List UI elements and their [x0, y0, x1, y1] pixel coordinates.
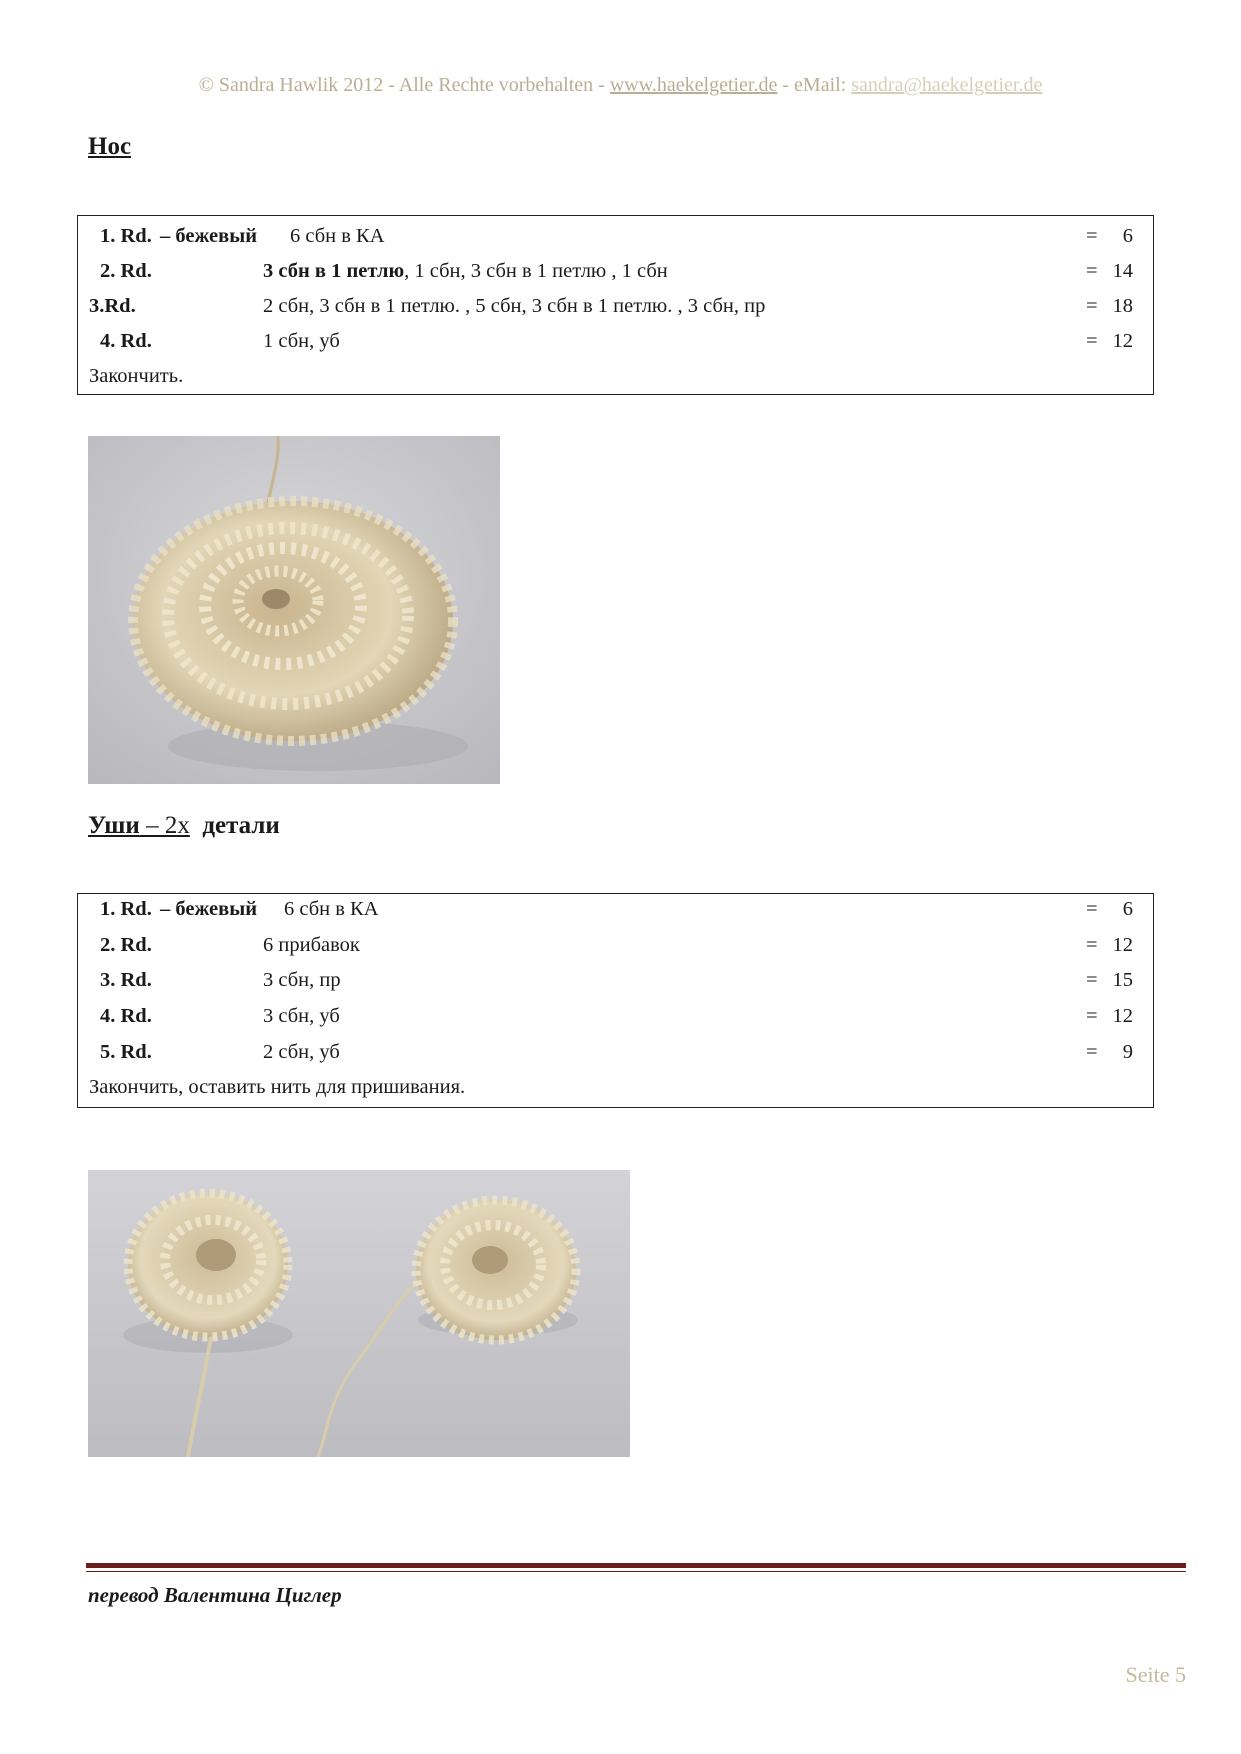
finish-note: Закончить.	[89, 365, 184, 387]
equals-sign: =	[1086, 1005, 1098, 1027]
equals-sign: =	[1086, 1041, 1098, 1063]
ears-photo	[88, 1170, 630, 1457]
round-label: 2. Rd.	[100, 934, 152, 956]
nose-row-3	[78, 288, 1153, 324]
round-instruction: 2 сбн, уб	[263, 1041, 340, 1063]
equals-sign: =	[1086, 330, 1098, 352]
nose-row-1	[78, 218, 1153, 254]
round-instruction: 3 сбн, пр	[263, 969, 341, 991]
footer-rule-thick	[86, 1563, 1186, 1568]
round-label: 4. Rd.	[100, 1005, 152, 1027]
ears-row-1	[78, 891, 1153, 927]
stitch-count: 9	[1122, 1041, 1133, 1063]
ears-row-4	[78, 998, 1153, 1034]
equals-sign: =	[1086, 969, 1098, 991]
stitch-count: 15	[1112, 969, 1133, 991]
round-instruction: 6 прибавок	[263, 934, 360, 956]
stitch-count: 12	[1112, 330, 1133, 352]
equals-sign: =	[1086, 260, 1098, 282]
nose-row-2	[78, 253, 1153, 289]
ears-row-5	[78, 1034, 1153, 1070]
translator-credit: перевод Валентина Циглер	[88, 1583, 342, 1607]
round-label: 1. Rd.	[100, 225, 152, 247]
nose-finish	[78, 358, 1153, 394]
website-link[interactable]: www.haekelgetier.de	[609, 74, 778, 96]
nose-title: Нос	[88, 133, 132, 160]
footer-rule-thin	[86, 1571, 1186, 1572]
stitch-count: 6	[1122, 225, 1133, 247]
round-instruction: 6 сбн в КА	[290, 225, 385, 247]
round-instruction: 3 сбн в 1 петлю, 1 сбн, 3 сбн в 1 петлю , 1 сбн	[263, 260, 668, 282]
crocheted-ears-image	[88, 1170, 630, 1457]
page-header	[0, 74, 1241, 97]
nose-photo	[88, 436, 500, 784]
round-instruction: 2 сбн, 3 сбн в 1 петлю. , 5 сбн, 3 сбн в 1 петлю. , 3 сбн, пр	[263, 295, 766, 317]
round-label: 5. Rd.	[100, 1041, 152, 1063]
crocheted-nose-image	[88, 436, 500, 784]
ears-row-3	[78, 962, 1153, 998]
ears-finish	[78, 1069, 1153, 1105]
round-instruction: 1 сбн, уб	[263, 330, 340, 352]
round-instruction: 6 сбн в КА	[284, 898, 379, 920]
page-number: Seite 5	[1125, 1662, 1186, 1687]
round-label: 3. Rd.	[100, 969, 152, 991]
ears-pattern-box	[77, 893, 1154, 1108]
round-instruction: 3 сбн, уб	[263, 1005, 340, 1027]
email-label: - eMail:	[777, 74, 852, 96]
nose-row-4	[78, 323, 1153, 359]
color-note: – бежевый	[160, 898, 258, 920]
color-note: – бежевый	[160, 225, 258, 247]
equals-sign: =	[1086, 225, 1098, 247]
finish-note: Закончить, оставить нить для пришивания.	[89, 1076, 466, 1098]
email-link[interactable]: sandra@haekelgetier.de	[851, 74, 1043, 96]
stitch-count: 18	[1112, 295, 1133, 317]
round-label: 4. Rd.	[100, 330, 152, 352]
stitch-count: 6	[1122, 898, 1133, 920]
round-label: 3.Rd.	[89, 295, 136, 317]
stitch-count: 12	[1112, 934, 1133, 956]
equals-sign: =	[1086, 898, 1098, 920]
equals-sign: =	[1086, 295, 1098, 317]
nose-pattern-box	[77, 215, 1154, 395]
stitch-count: 12	[1112, 1005, 1133, 1027]
ears-row-2	[78, 927, 1153, 963]
round-label: 1. Rd.	[100, 898, 152, 920]
round-label: 2. Rd.	[100, 260, 152, 282]
stitch-count: 14	[1112, 260, 1133, 282]
equals-sign: =	[1086, 934, 1098, 956]
ears-title: Уши – 2х детали	[88, 812, 280, 839]
copyright-text: © Sandra Hawlik 2012 - Alle Rechte vorbehalten -	[198, 74, 610, 96]
